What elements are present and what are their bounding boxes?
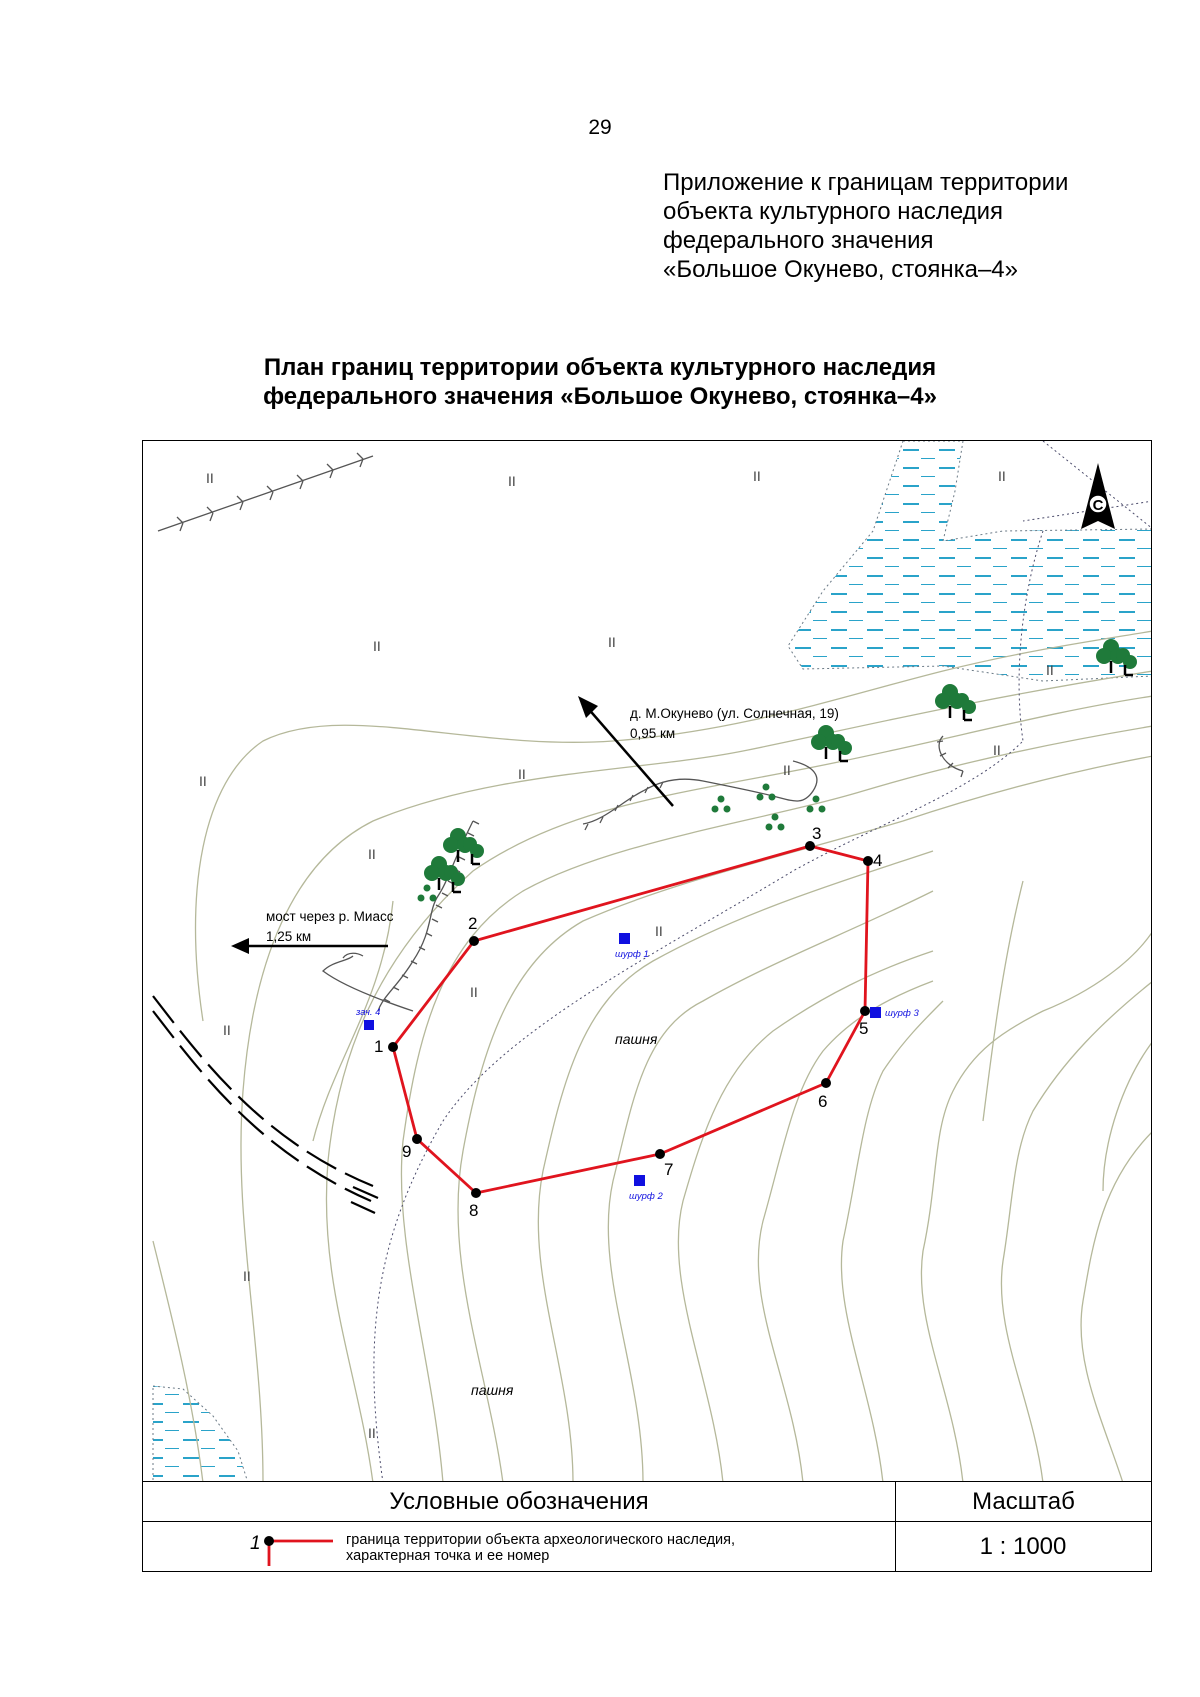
pit-marker: [619, 933, 630, 944]
meadow-symbol: II: [508, 473, 516, 489]
meadow-symbol: II: [199, 773, 207, 789]
legend-description-line: граница территории объекта археологического наследия,: [346, 1532, 736, 1548]
field-label: пашня: [615, 1031, 658, 1047]
boundary-point-label: 5: [859, 1019, 869, 1038]
pit-marker: [634, 1175, 645, 1186]
meadow-symbol: II: [655, 923, 663, 939]
meadow-symbol: II: [243, 1268, 251, 1284]
meadow-symbol: II: [368, 1425, 376, 1441]
boundary-point-2: [469, 936, 479, 946]
plan-title-line: федерального значения «Большое Окунево, стоянка–4»: [263, 383, 937, 410]
boundary-point-label: 8: [469, 1201, 479, 1220]
meadow-symbol: II: [1046, 662, 1054, 678]
meadow-symbol: II: [206, 470, 214, 486]
boundary-point-4: [863, 856, 873, 866]
road-dashed: [153, 996, 381, 1213]
field-label: пашня: [471, 1382, 514, 1398]
meadow-symbol: II: [608, 634, 616, 650]
boundary-point-label: 4: [873, 851, 883, 870]
boundary-point-8: [471, 1188, 481, 1198]
boundary-point-7: [655, 1149, 665, 1159]
arrow-village-label: д. М.Окунево (ул. Солнечная, 19): [630, 706, 839, 721]
boundary-point-label: 6: [818, 1092, 828, 1111]
pit-label: шурф 1: [615, 949, 649, 960]
arrow-bridge-label: мост через р. Миасс: [266, 909, 394, 924]
legend-description: [346, 1532, 735, 1564]
shrub-icon: [418, 885, 437, 902]
meadow-symbol: II: [470, 984, 478, 1000]
boundary-point-1: [388, 1042, 398, 1052]
appendix-line: объекта культурного наследия: [663, 198, 1004, 225]
boundary-point-label: 7: [664, 1160, 674, 1179]
boundary-point-9: [412, 1134, 422, 1144]
meadow-symbol: II: [993, 742, 1001, 758]
legend-symbol-number: 1: [250, 1533, 261, 1554]
pit-label: шурф 2: [629, 1191, 663, 1202]
appendix-caption: [663, 168, 1068, 284]
appendix-line: федерального значения: [663, 227, 934, 254]
boundary-point-6: [821, 1078, 831, 1088]
map-frame[interactable]: [142, 440, 1152, 1482]
fence-line: [158, 453, 373, 531]
appendix-line: «Большое Окунево, стоянка–4»: [663, 256, 1018, 283]
boundary-point-5: [860, 1006, 870, 1016]
north-arrow-icon: [1081, 463, 1115, 529]
shrub-icon: [766, 814, 785, 831]
tree-icon: [935, 684, 976, 720]
tree-icon: [811, 725, 852, 761]
appendix-line: Приложение к границам территории: [663, 169, 1069, 196]
meadow-symbol: II: [368, 846, 376, 862]
legend-description-line: характерная точка и ее номер: [346, 1548, 550, 1564]
page-number: 29: [588, 116, 612, 139]
arrow-bridge-distance: 1,25 км: [266, 929, 312, 944]
legend-title: Условные обозначения: [143, 1482, 895, 1522]
boundary-point-label: 3: [812, 824, 822, 843]
meadow-symbol: II: [998, 468, 1006, 484]
boundary-point-label: 9: [402, 1142, 412, 1161]
pit-label: зач. 4: [356, 1007, 381, 1018]
meadow-symbol: II: [223, 1022, 231, 1038]
plan-title: [0, 353, 1200, 411]
meadow-symbol: II: [373, 638, 381, 654]
pit-marker: [870, 1007, 881, 1018]
meadow-symbol: II: [518, 766, 526, 782]
meadow-symbol: II: [753, 468, 761, 484]
pit-label: шурф 3: [885, 1008, 919, 1019]
boundary-legend-icon: [263, 1534, 343, 1568]
arrow-village-distance: 0,95 км: [630, 726, 676, 741]
boundary-point-label: 2: [468, 914, 478, 933]
boundary-point-label: 1: [374, 1037, 384, 1056]
north-letter: С: [1092, 497, 1104, 514]
shrub-icon: [757, 784, 776, 801]
meadow-symbol: II: [783, 762, 791, 778]
plan-title-line: План границ территории объекта культурного наследия: [263, 354, 937, 381]
pit-marker: [364, 1020, 374, 1030]
scale-value: 1 : 1000: [979, 1533, 1067, 1560]
scale-title: Масштаб: [895, 1482, 1151, 1522]
legend-table: [142, 1482, 1152, 1572]
shrub-icon: [712, 796, 731, 813]
